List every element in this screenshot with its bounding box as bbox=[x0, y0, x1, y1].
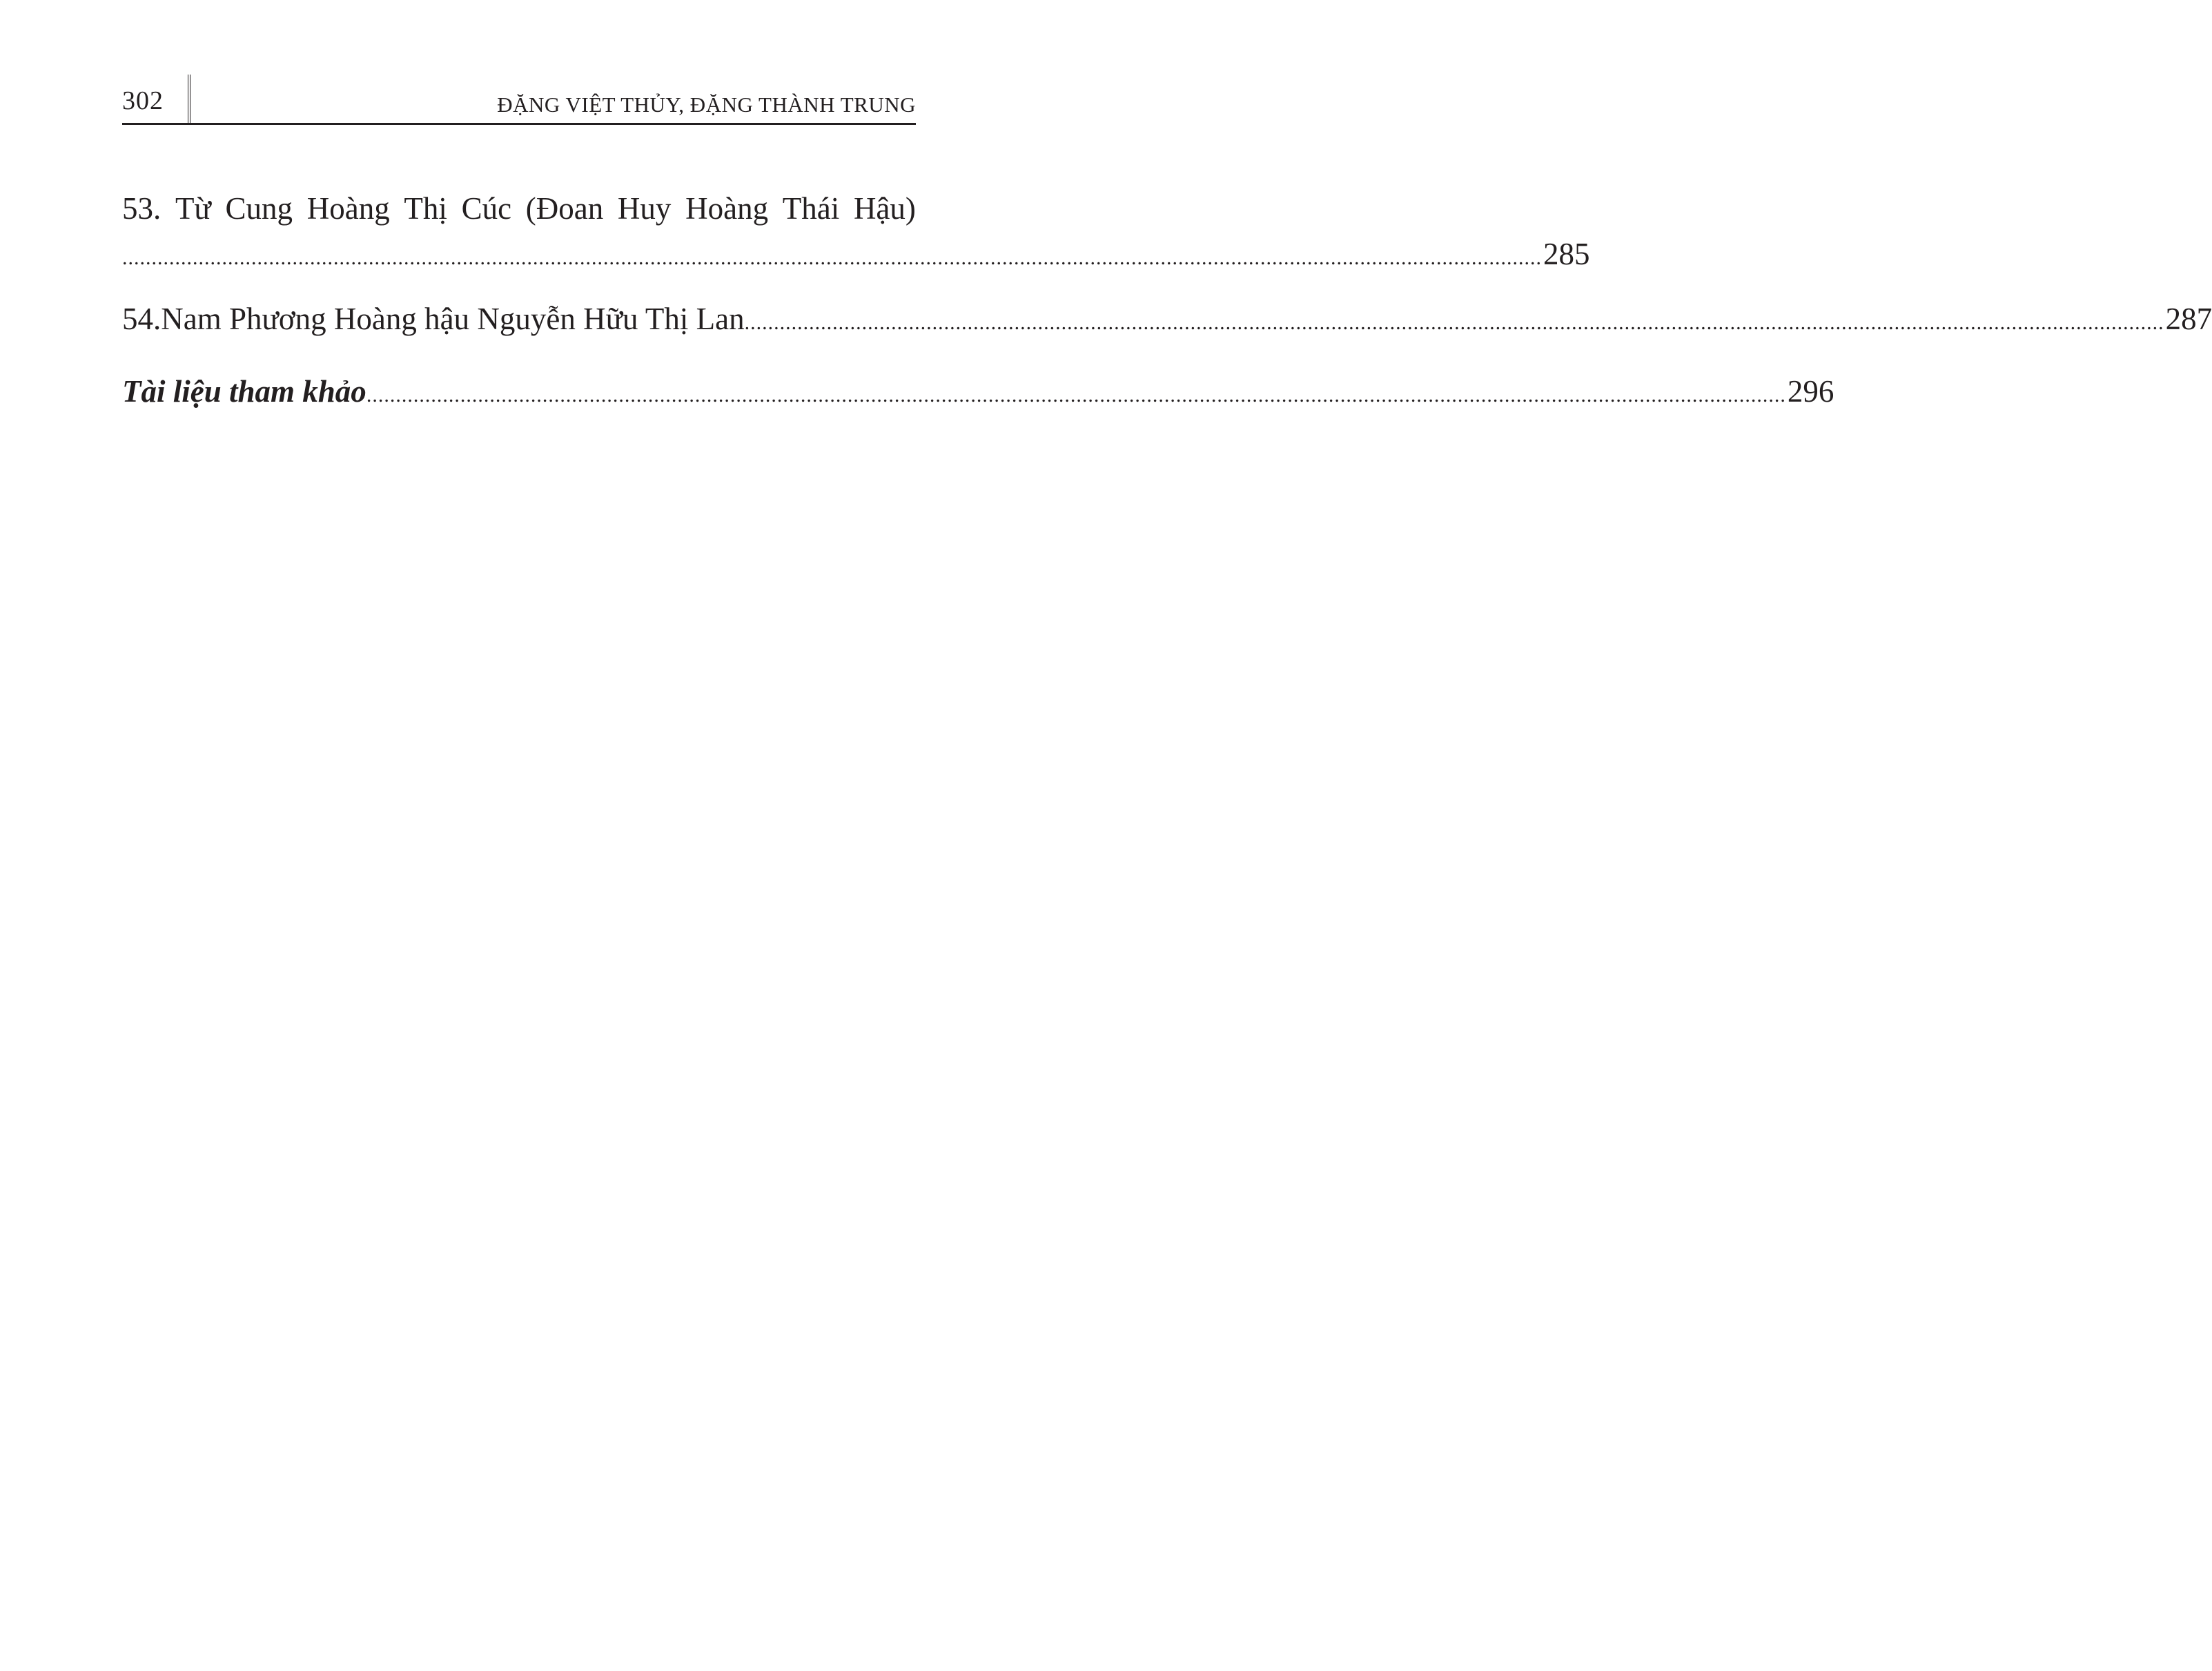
toc-entry-word: Cung bbox=[225, 191, 293, 226]
references-title: Tài liệu tham khảo bbox=[122, 374, 366, 409]
toc-entry-word: Hoàng bbox=[306, 191, 390, 226]
table-of-contents bbox=[122, 185, 2212, 419]
toc-entry-53[interactable] bbox=[122, 185, 1590, 282]
toc-entry-word: Hậu) bbox=[853, 191, 916, 226]
page-number: 302 bbox=[122, 86, 164, 115]
toc-entry-title-line bbox=[122, 185, 916, 232]
toc-entry-word: Thái bbox=[782, 191, 840, 226]
toc-entry-word: Thị bbox=[404, 191, 447, 226]
toc-entry-number: 53. bbox=[122, 191, 162, 226]
toc-entry-page-row bbox=[122, 231, 1590, 282]
toc-entry-references[interactable] bbox=[122, 368, 1834, 419]
toc-entry-word: Hoàng bbox=[685, 191, 769, 226]
dot-leader: .................................................................................................................................................................................................................................................. bbox=[122, 246, 1542, 269]
toc-entry-54[interactable] bbox=[122, 295, 2212, 346]
toc-entry-page: 287 bbox=[2165, 302, 2212, 336]
running-head-authors: ĐẶNG VIỆT THỦY, ĐẶNG THÀNH TRUNG bbox=[497, 92, 916, 117]
header-divider-ornament bbox=[188, 75, 192, 123]
references-page: 296 bbox=[1787, 374, 1834, 409]
toc-entry-number: 54. bbox=[122, 302, 162, 336]
toc-entry-page: 285 bbox=[1543, 237, 1590, 271]
dot-leader: .................................................................................................................................................................................................................................................. bbox=[744, 311, 2164, 334]
dot-leader: .................................................................................................................................................................................................................................................. bbox=[366, 384, 1786, 407]
toc-entry-word: Cúc bbox=[461, 191, 512, 226]
toc-entry-word: Từ bbox=[175, 191, 211, 226]
page-header bbox=[122, 81, 916, 125]
toc-entry-title: Nam Phương Hoàng hậu Nguyễn Hữu Thị Lan bbox=[161, 302, 745, 336]
toc-entry-word: Huy bbox=[617, 191, 672, 226]
toc-entry-word: (Đoan bbox=[525, 191, 604, 226]
